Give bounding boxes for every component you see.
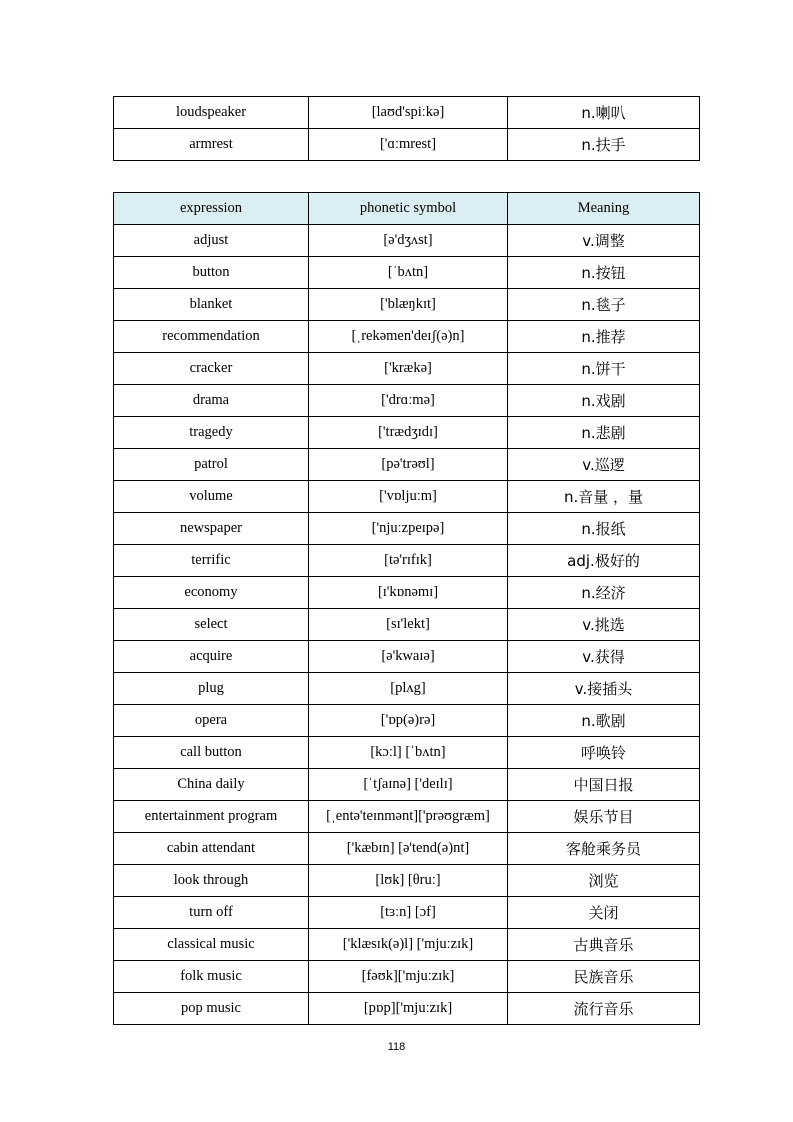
cell-meaning: v.接插头 [508,673,700,705]
cell-meaning: 古典音乐 [508,929,700,961]
cell-meaning: 呼唤铃 [508,737,700,769]
cell-phonetic: ['kæbɪn] [ə'tend(ə)nt] [309,833,508,865]
cell-phonetic: ['ɒp(ə)rə] [309,705,508,737]
table-row [114,481,700,513]
cell-meaning: n.歌剧 [508,705,700,737]
cell-phonetic: [pɒp]['mjuːzɪk] [309,993,508,1025]
cell-expression: select [114,609,309,641]
table-row [114,97,700,129]
table-row [114,289,700,321]
cell-phonetic: [ɪ'kɒnəmɪ] [309,577,508,609]
cell-phonetic: [tɜːn] [ɔf] [309,897,508,929]
cell-expression: adjust [114,225,309,257]
cell-meaning: n.扶手 [508,129,700,161]
cell-phonetic: [tə'rɪfɪk] [309,545,508,577]
cell-phonetic: [ˈtʃaɪnə] ['deɪlɪ] [309,769,508,801]
cell-phonetic: [plʌg] [309,673,508,705]
table-row [114,705,700,737]
table-row [114,321,700,353]
cell-meaning: n.按钮 [508,257,700,289]
vocab-table-main [113,192,700,1025]
table-row [114,417,700,449]
cell-phonetic: ['ɑːmrest] [309,129,508,161]
cell-phonetic: [fəʊk]['mjuːzɪk] [309,961,508,993]
cell-meaning: v.巡逻 [508,449,700,481]
cell-phonetic: ['vɒljuːm] [309,481,508,513]
cell-meaning: 浏览 [508,865,700,897]
table-row [114,673,700,705]
table-row [114,865,700,897]
table-row [114,225,700,257]
table-row [114,513,700,545]
table-row [114,801,700,833]
table-row [114,769,700,801]
cell-expression: pop music [114,993,309,1025]
cell-phonetic: [ə'dʒʌst] [309,225,508,257]
cell-meaning: 中国日报 [508,769,700,801]
table-row [114,385,700,417]
cell-expression: blanket [114,289,309,321]
cell-meaning: v.获得 [508,641,700,673]
cell-meaning: n.戏剧 [508,385,700,417]
cell-meaning: 客舱乘务员 [508,833,700,865]
cell-phonetic: ['blæŋkɪt] [309,289,508,321]
cell-meaning: n.饼干 [508,353,700,385]
cell-expression: patrol [114,449,309,481]
cell-expression: opera [114,705,309,737]
table-row [114,129,700,161]
cell-expression: plug [114,673,309,705]
cell-meaning: 民族音乐 [508,961,700,993]
cell-phonetic: ['njuːzpeɪpə] [309,513,508,545]
cell-meaning: n.经济 [508,577,700,609]
table-row [114,833,700,865]
cell-expression: drama [114,385,309,417]
cell-expression: folk music [114,961,309,993]
cell-meaning: adj.极好的 [508,545,700,577]
cell-phonetic: [ˌentə'teɪnmənt]['prəʊgræm] [309,801,508,833]
table-row [114,353,700,385]
cell-meaning: n.报纸 [508,513,700,545]
header-expression: expression [114,193,309,225]
cell-phonetic: [ˈbʌtn] [309,257,508,289]
cell-expression: economy [114,577,309,609]
cell-meaning: n.音量 ，量 [508,481,700,513]
header-phonetic: phonetic symbol [309,193,508,225]
cell-expression: recommendation [114,321,309,353]
cell-expression: call button [114,737,309,769]
cell-meaning: v.调整 [508,225,700,257]
cell-expression: terrific [114,545,309,577]
cell-phonetic: [pə'trəʊl] [309,449,508,481]
cell-meaning: 娱乐节目 [508,801,700,833]
cell-expression: turn off [114,897,309,929]
cell-phonetic: ['drɑːmə] [309,385,508,417]
cell-expression: acquire [114,641,309,673]
table-row [114,929,700,961]
cell-expression: volume [114,481,309,513]
header-meaning: Meaning [508,193,700,225]
table-row [114,993,700,1025]
cell-meaning: n.推荐 [508,321,700,353]
vocab-table-top [113,96,700,161]
cell-meaning: n.毯子 [508,289,700,321]
table-row [114,449,700,481]
cell-meaning: 关闭 [508,897,700,929]
cell-expression: cabin attendant [114,833,309,865]
cell-phonetic: [laʊd'spiːkə] [309,97,508,129]
table-row [114,545,700,577]
cell-phonetic: [kɔːl] [ˈbʌtn] [309,737,508,769]
cell-expression: entertainment program [114,801,309,833]
table-row [114,737,700,769]
cell-expression: cracker [114,353,309,385]
page-number: 118 [387,1041,406,1053]
cell-phonetic: [ˌrekəmen'deɪʃ(ə)n] [309,321,508,353]
cell-meaning: 流行音乐 [508,993,700,1025]
cell-meaning: n.喇叭 [508,97,700,129]
cell-phonetic: [ə'kwaɪə] [309,641,508,673]
table-row [114,641,700,673]
table-row [114,577,700,609]
table-row [114,257,700,289]
table-header-row [114,193,700,225]
cell-meaning: v.挑选 [508,609,700,641]
cell-meaning: n.悲剧 [508,417,700,449]
cell-expression: look through [114,865,309,897]
cell-expression: classical music [114,929,309,961]
cell-expression: newspaper [114,513,309,545]
table-row [114,609,700,641]
cell-expression: China daily [114,769,309,801]
cell-phonetic: [lʊk] [θruː] [309,865,508,897]
cell-phonetic: ['krækə] [309,353,508,385]
table-row [114,897,700,929]
cell-phonetic: [sɪ'lekt] [309,609,508,641]
cell-phonetic: ['klæsɪk(ə)l] ['mjuːzɪk] [309,929,508,961]
cell-expression: armrest [114,129,309,161]
cell-expression: button [114,257,309,289]
cell-phonetic: ['trædʒɪdɪ] [309,417,508,449]
cell-expression: tragedy [114,417,309,449]
cell-expression: loudspeaker [114,97,309,129]
table-row [114,961,700,993]
